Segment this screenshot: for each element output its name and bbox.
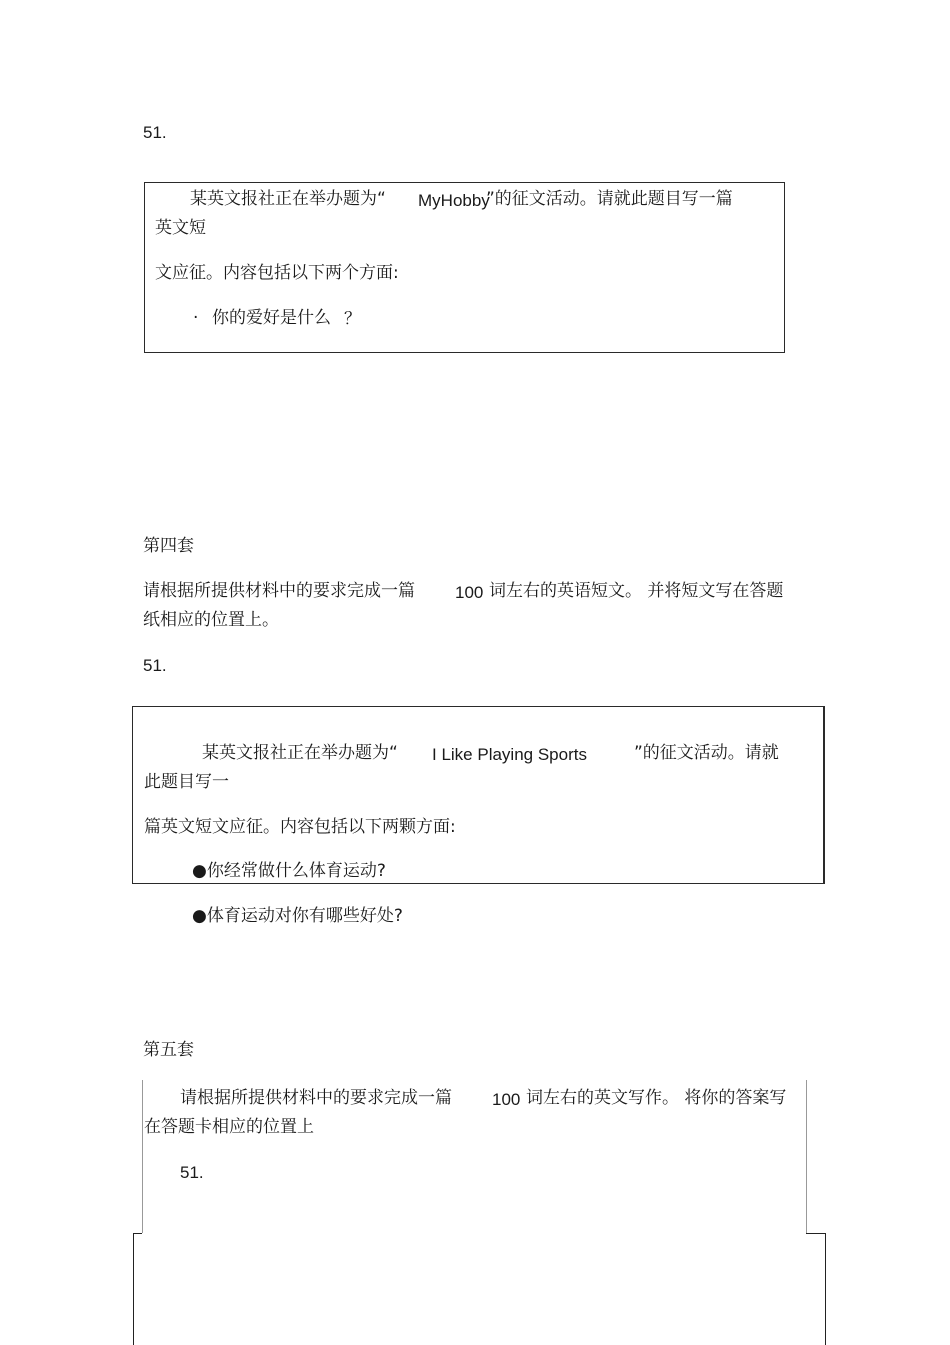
prompt-text: 文应征。内容包括以下两个方面: [155,263,399,283]
instruction-text: 请根据所提供材料中的要求完成一篇 [143,581,415,601]
frame-line [806,1080,807,1233]
essay-title: I Like Playing Sports [432,745,587,764]
bullet-marker: · [193,308,199,328]
prompt-text: 篇英文短文应征。内容包括以下两颗方面: [144,817,456,837]
frame-line [133,1233,142,1234]
frame-line [806,1233,826,1234]
instruction-text: 在答题卡相应的位置上 [144,1117,314,1137]
prompt-text: ”的征文活动。请就此题目写一篇 [486,189,733,209]
prompt-line [190,191,386,208]
section-heading: 第四套 [143,536,194,556]
prompt-text: 英文短 [155,218,206,238]
prompt-text: ”的征文活动。请就 [634,743,779,763]
prompt-text: 某英文报社正在举办题为“ [190,189,386,209]
question-number: 51. [143,123,167,142]
section-heading: 第五套 [143,1040,194,1060]
bullet-item: 你的爱好是什么 [212,308,331,328]
bullet-item: ●你经常做什么体育运动? [192,861,386,881]
instruction-number: 100 [455,583,484,602]
instruction-text: 词左右的英文写作。 将你的答案写 [526,1088,787,1108]
instruction-number: 100 [492,1090,521,1109]
frame-line [133,1233,134,1345]
instruction-text: 纸相应的位置上。 [143,610,279,630]
instruction-text: 请根据所提供材料中的要求完成一篇 [180,1088,452,1108]
prompt-text: 某英文报社正在举办题为“ [202,743,398,763]
frame-line [142,1080,143,1233]
frame-line [825,1233,826,1345]
prompt-text: 此题目写一 [144,772,229,792]
bullet-item: ？ [344,309,361,329]
question-number: 51. [143,656,167,675]
bullet-item: ●体育运动对你有哪些好处? [192,906,403,926]
prompt-box [132,706,825,884]
question-number: 51. [180,1163,204,1182]
instruction-text: 词左右的英语短文。 并将短文写在答题 [489,581,784,601]
essay-title: MyHobby [418,191,490,210]
